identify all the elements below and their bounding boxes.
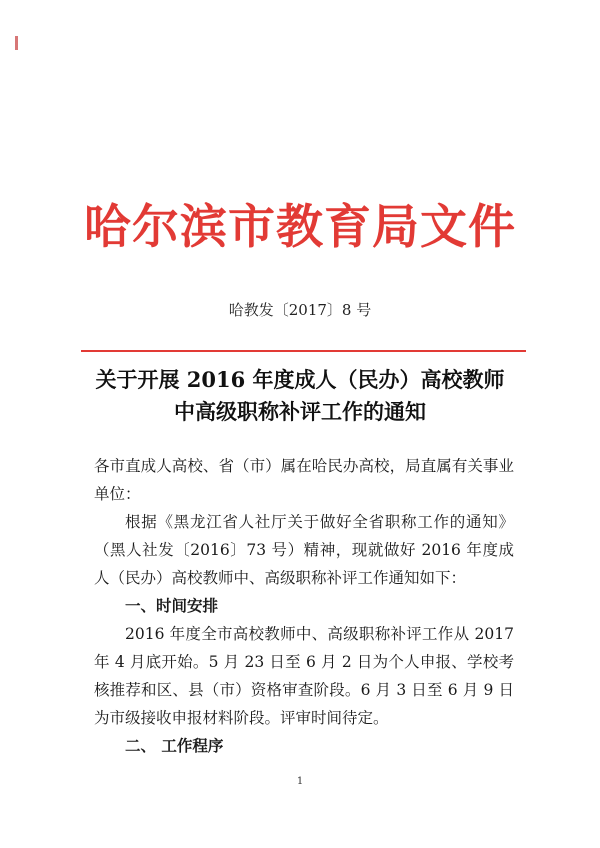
header-divider	[81, 350, 526, 352]
recipients-paragraph: 各市直成人高校、省（市）属在哈民办高校，局直属有关事业单位：	[94, 457, 514, 503]
intro-paragraph: 根据《黑龙江省人社厅关于做好全省职称工作的通知》（黑人社发〔2016〕73 号）精神，现就做好 2016 年度成人（民办）高校教师中、高级职称补评工作通知如下：	[94, 513, 514, 587]
document-body	[94, 452, 514, 760]
notice-title-line-2: 中高级职称补评工作的通知	[174, 399, 426, 424]
section-1-paragraph: 2016 年度全市高校教师中、高级职称补评工作从 2017 年 4 月底开始。5 月 23 日至 6 月 2 日为个人申报、学校考核推荐和区、县（市）资格审查阶段。6 月 3 日至 6 月 9 日为市级接收申报材料阶段。评审时间待定。	[94, 625, 514, 727]
margin-mark	[15, 36, 18, 50]
section-2-heading: 二、 工作程序	[125, 737, 224, 755]
page-number: 1	[296, 776, 304, 787]
section-1-heading: 一、时间安排	[125, 597, 219, 615]
document-header-title: 哈尔滨市教育局文件	[84, 200, 516, 255]
notice-title-line-1: 关于开展 2016 年度成人（民办）高校教师	[95, 367, 505, 392]
notice-title	[60, 364, 540, 428]
document-number: 哈教发〔2017〕8 号	[228, 301, 372, 319]
